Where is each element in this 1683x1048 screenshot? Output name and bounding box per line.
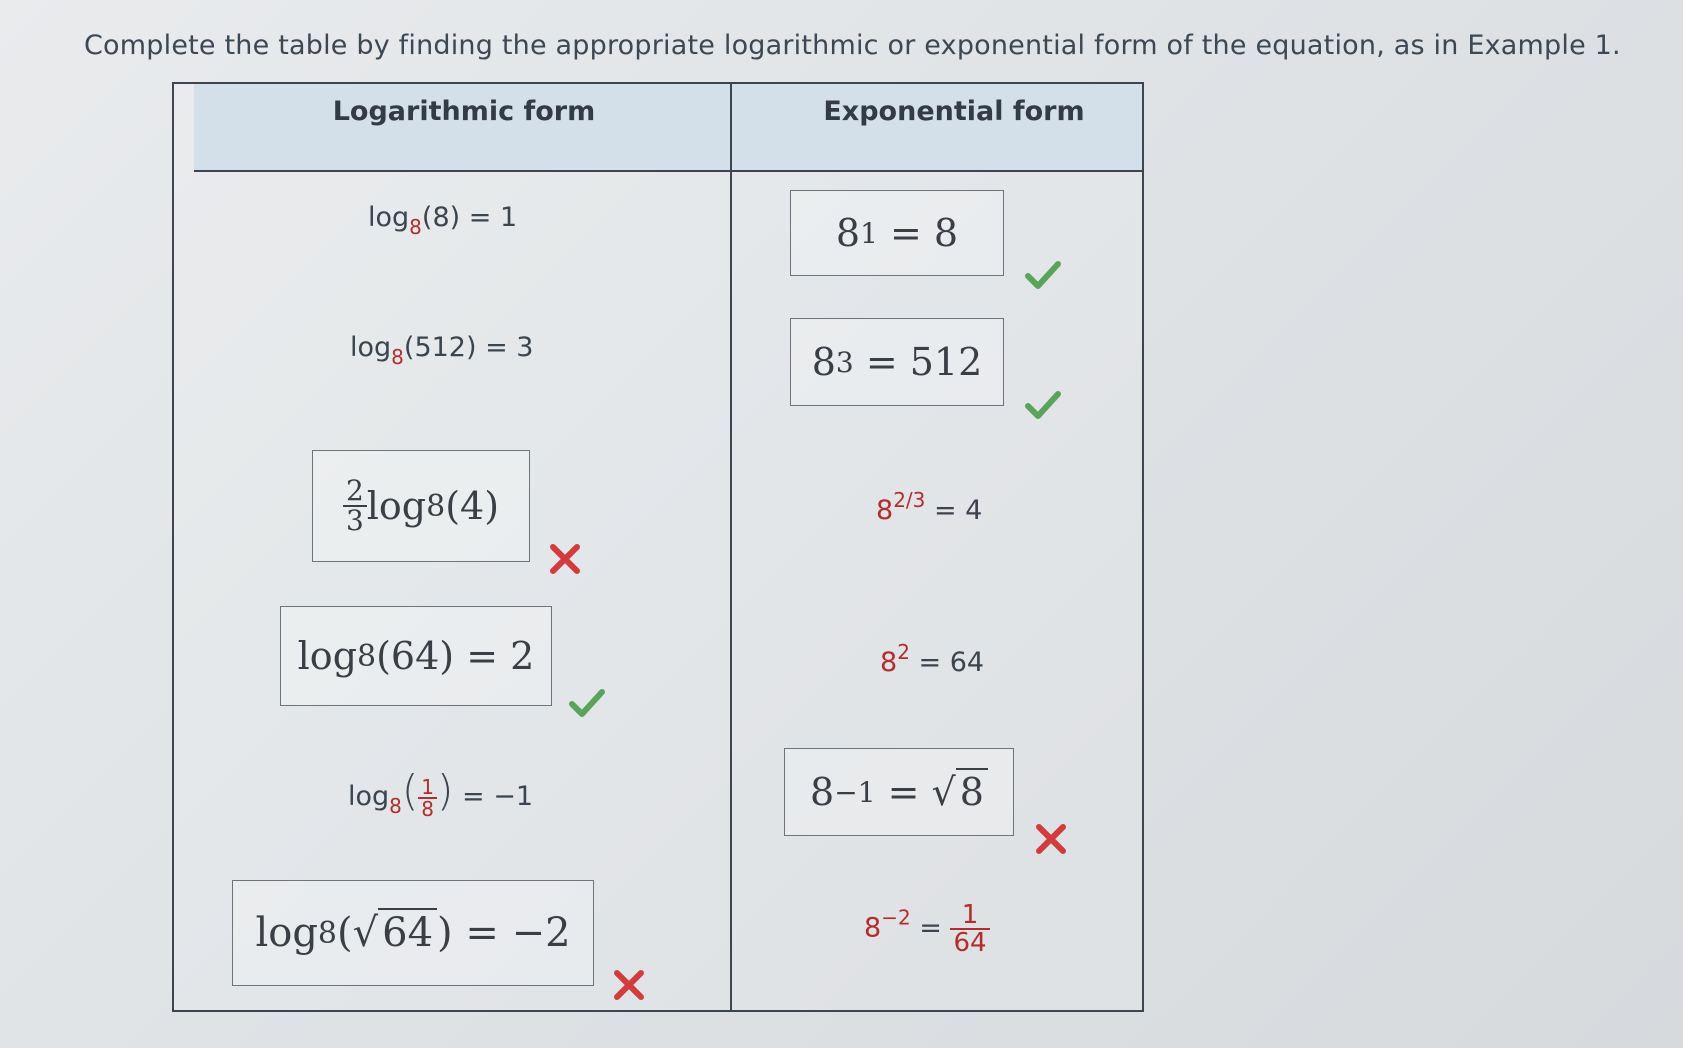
x-icon-row6 bbox=[610, 968, 648, 1002]
exp-answer-row2[interactable]: 8 3 = 512 bbox=[790, 318, 1004, 406]
column-divider bbox=[730, 84, 732, 1010]
log-exp-table bbox=[172, 82, 1144, 1012]
header-logarithmic-form: Logarithmic form bbox=[332, 96, 596, 127]
given-exp-row3: $8^{2/3} = 4$ bbox=[876, 488, 983, 526]
check-icon-row4 bbox=[568, 686, 606, 720]
log-answer-row3[interactable]: $\frac{2}{3}$ log 8 (4) bbox=[312, 450, 530, 562]
header-exponential-form: Exponential form bbox=[823, 96, 1085, 127]
log-answer-row6[interactable]: log 8 ( √ 64 ) = −2 bbox=[232, 880, 594, 986]
log-answer-row4[interactable]: log 8 (64) = 2 bbox=[280, 606, 552, 706]
check-icon-row1 bbox=[1024, 258, 1062, 292]
given-exp-row4: $8^2 = 64$ bbox=[880, 640, 985, 678]
given-log-row2: $\log_8(512) = 3$ bbox=[350, 332, 534, 369]
x-icon-row3 bbox=[546, 542, 584, 576]
exp-answer-row1[interactable]: 8 1 = 8 bbox=[790, 190, 1004, 276]
exp-answer-row5[interactable]: 8 −1 = √ 8 bbox=[784, 748, 1014, 836]
instructions-text: Complete the table by finding the appropriate logarithmic or exponential form of the equation, as in Example 1. bbox=[84, 30, 1621, 61]
x-icon-row5 bbox=[1032, 822, 1070, 856]
given-log-row1: $\log_8(8) = 1$ bbox=[368, 202, 518, 239]
check-icon-row2 bbox=[1024, 388, 1062, 422]
given-exp-row6: $8^{-2}$ = $\frac{1}{64}$ bbox=[864, 902, 990, 956]
given-log-row5: $\log_8$( $\frac{1}{8}$ ) = −1 bbox=[348, 766, 534, 821]
